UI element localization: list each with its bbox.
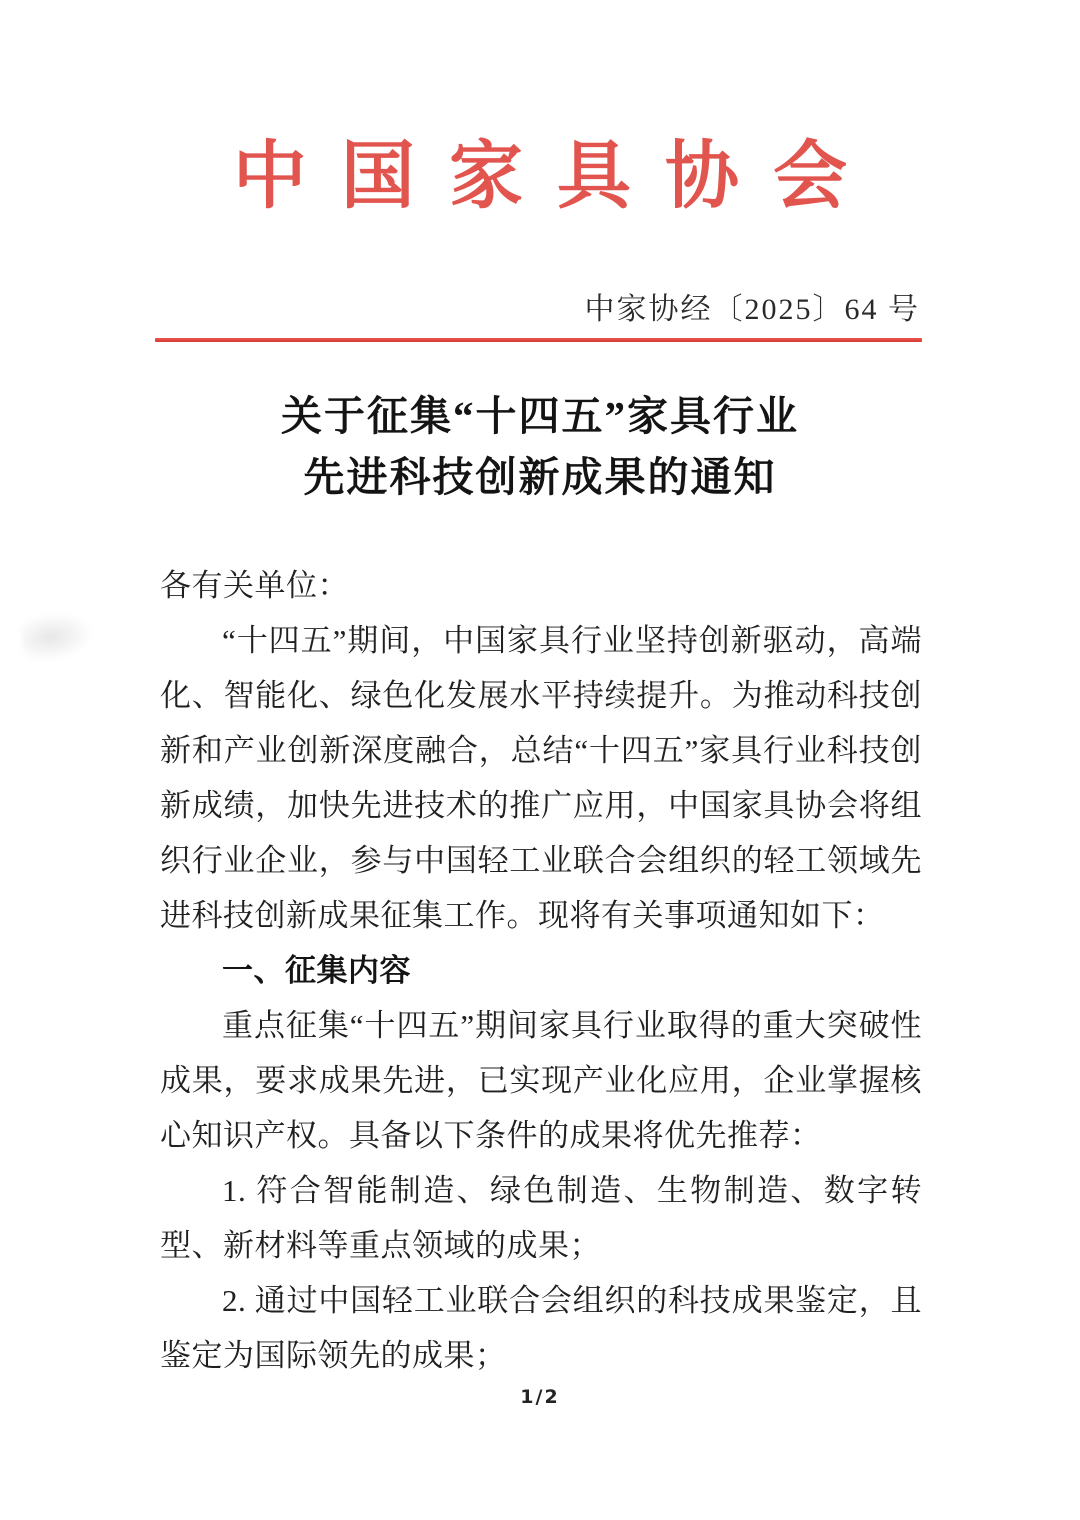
section-heading: 一、征集内容: [222, 953, 411, 988]
list-item-2: 2. 通过中国轻工业联合会组织的科技成果鉴定，且鉴定为国际领先的成果；: [160, 1283, 922, 1373]
section-paragraph: 重点征集“十四五”期间家具行业取得的重大突破性成果，要求成果先进，已实现产业化应用，企业掌握核心知识产权。具备以下条件的成果将优先推荐：: [160, 1008, 922, 1153]
red-divider-line: [155, 338, 922, 342]
page-indicator: 1/2: [520, 1386, 560, 1408]
document-title-line2: 先进科技创新成果的通知: [303, 454, 777, 500]
letterhead-org-name: 中国家具协会: [232, 136, 882, 218]
list-item-1: 1. 符合智能制造、绿色制造、生物制造、数字转型、新材料等重点领域的成果；: [160, 1173, 922, 1263]
document-title: [0, 386, 1080, 508]
doc-number: 中家协经〔2025〕64 号: [584, 293, 920, 326]
intro-paragraph: “十四五”期间，中国家具行业坚持创新驱动，高端化、智能化、绿色化发展水平持续提升。为推动科技创新和产业创新深度融合，总结“十四五”家具行业科技创新成绩，加快先进技术的推广应用，中国家具协会将组织行业企业，参与中国轻工业联合会组织的轻工领域先进科技创新成果征集工作。现将有关事项通知如下：: [160, 623, 922, 933]
document-title-line1: 关于征集“十四五”家具行业: [281, 393, 799, 439]
document-body: [160, 558, 922, 1383]
salutation: 各有关单位：: [160, 568, 349, 603]
scan-smudge-artifact: [19, 607, 97, 665]
